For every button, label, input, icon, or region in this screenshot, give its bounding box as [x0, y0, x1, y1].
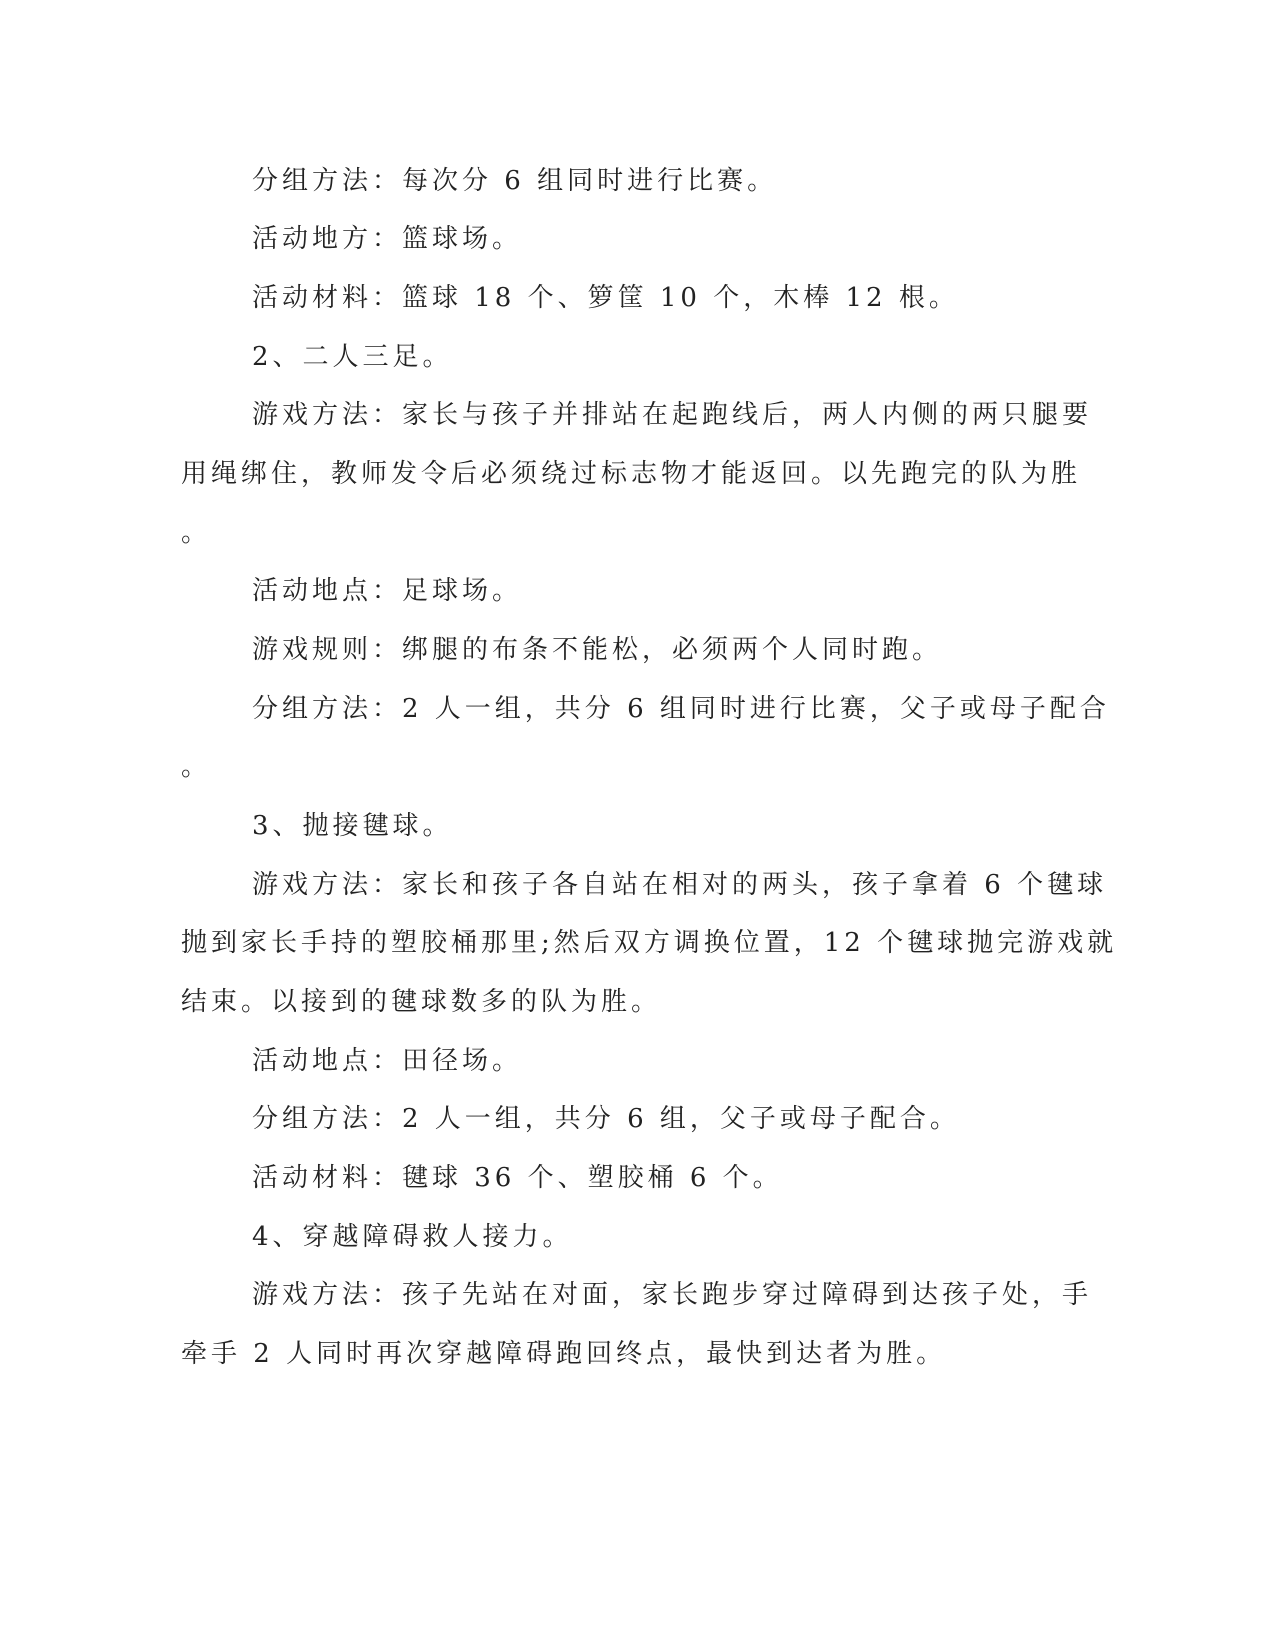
paragraph-line: 游戏方法：家长和孩子各自站在相对的两头，孩子拿着 6 个毽球 — [252, 870, 1108, 900]
paragraph-line: 分组方法：每次分 6 组同时进行比赛。 — [252, 166, 778, 196]
paragraph-line: 分组方法：2 人一组，共分 6 组同时进行比赛，父子或母子配合 — [252, 694, 1110, 724]
paragraph-line: 牵手 2 人同时再次穿越障碍跑回终点，最快到达者为胜。 — [181, 1339, 947, 1369]
paragraph-line: 活动材料：毽球 36 个、塑胶桶 6 个。 — [252, 1163, 783, 1193]
paragraph-line: 活动材料：篮球 18 个、箩筐 10 个，木棒 12 根。 — [252, 283, 959, 313]
paragraph-line: 游戏方法：孩子先站在对面，家长跑步穿过障碍到达孩子处，手 — [252, 1280, 1093, 1310]
section-heading: 4、穿越障碍救人接力。 — [252, 1222, 573, 1252]
paragraph-line: 活动地点：足球场。 — [252, 576, 523, 606]
paragraph-line: 。 — [181, 518, 212, 548]
paragraph-line: 活动地点：田径场。 — [252, 1046, 523, 1076]
paragraph-line: 抛到家长手持的塑胶桶那里;然后双方调换位置，12 个毽球抛完游戏就 — [181, 928, 1118, 958]
paragraph-line: 游戏方法：家长与孩子并排站在起跑线后，两人内侧的两只腿要 — [252, 400, 1093, 430]
section-heading: 3、抛接毽球。 — [252, 811, 453, 841]
section-heading: 2、二人三足。 — [252, 342, 453, 372]
paragraph-line: 分组方法：2 人一组，共分 6 组，父子或母子配合。 — [252, 1104, 960, 1134]
paragraph-line: 游戏规则：绑腿的布条不能松，必须两个人同时跑。 — [252, 635, 943, 665]
paragraph-line: 用绳绑住，教师发令后必须绕过标志物才能返回。以先跑完的队为胜 — [181, 459, 1082, 489]
paragraph-line: 活动地方：篮球场。 — [252, 224, 523, 254]
paragraph-line: 结束。以接到的毽球数多的队为胜。 — [181, 987, 662, 1017]
paragraph-line: 。 — [181, 752, 212, 782]
